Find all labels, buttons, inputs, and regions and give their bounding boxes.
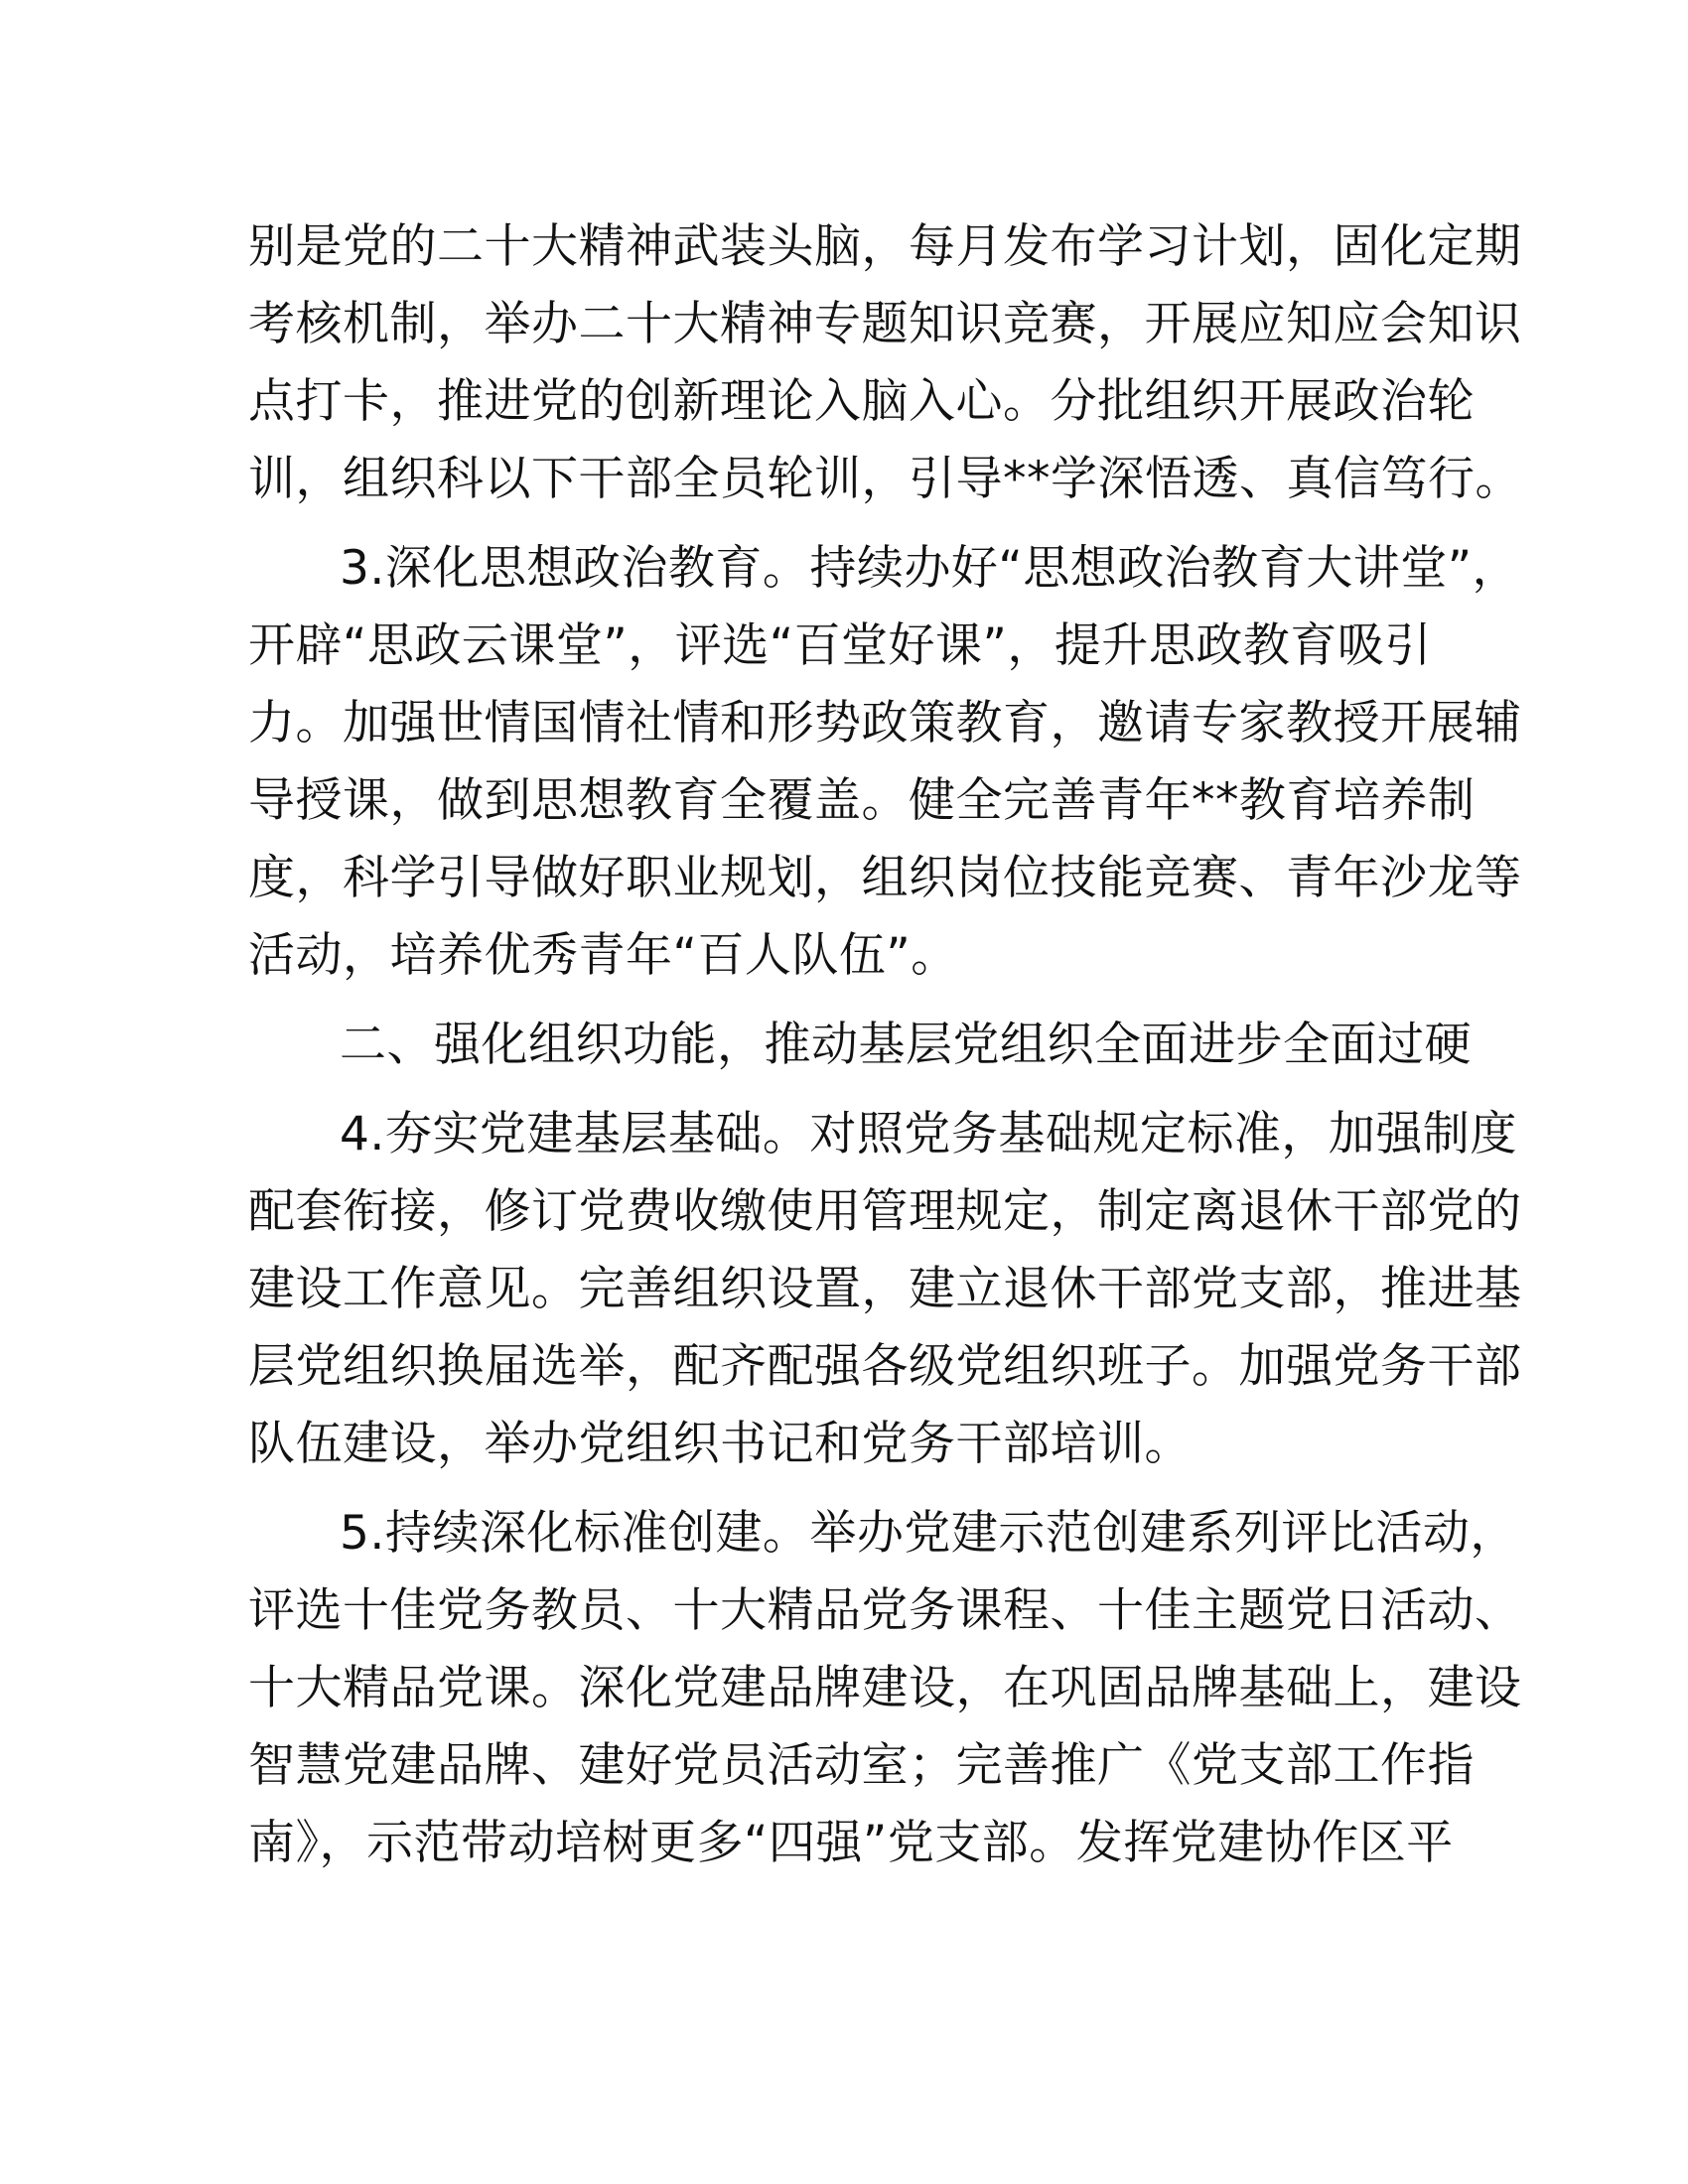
text-line: 导授课，做到思想教育全覆盖。健全完善青年**教育培养制 (248, 773, 1476, 828)
text-line: 建设工作意见。完善组织设置，建立退休干部党支部，推进基 (248, 1262, 1522, 1316)
text-line: 点打卡，推进党的创新理论入脑入心。分批组织开展政治轮 (248, 374, 1475, 429)
document-body (248, 208, 1522, 1882)
text-line: 力。加强世情国情社情和形势政策教育，邀请专家教授开展辅 (248, 696, 1522, 751)
text-line: 别是党的二十大精神武装头脑，每月发布学习计划，固化定期 (248, 219, 1522, 274)
text-line: 智慧党建品牌、建好党员活动室；完善推广《党支部工作指 (248, 1738, 1475, 1793)
text-line: 开辟“思政云课堂”，评选“百堂好课”，提升思政教育吸引 (248, 618, 1432, 673)
paragraph-4-heading-line: 4.夯实党建基层基础。对照党务基础规定标准，加强制度 (340, 1107, 1517, 1161)
text-line: 配套衔接，修订党费收缴使用管理规定，制定离退休干部党的 (248, 1184, 1522, 1239)
text-line: 训，组织科以下干部全员轮训，引导**学深悟透、真信笃行。 (248, 452, 1522, 506)
text-line: 层党组织换届选举，配齐配强各级党组织班子。加强党务干部 (248, 1339, 1522, 1394)
text-line: 活动，培养优秀青年“百人队伍”。 (248, 928, 958, 983)
text-line: 南》，示范带动培树更多“四强”党支部。发挥党建协作区平 (248, 1816, 1454, 1870)
section-heading: 二、强化组织功能，推动基层党组织全面进步全面过硬 (340, 1018, 1472, 1072)
paragraph-5-heading-line: 5.持续深化标准创建。举办党建示范创建系列评比活动， (340, 1506, 1517, 1561)
paragraph-3-heading-line: 3.深化思想政治教育。持续办好“思想政治教育大讲堂”， (340, 541, 1520, 596)
text-line: 考核机制，举办二十大精神专题知识竞赛，开展应知应会知识 (248, 297, 1522, 351)
text-line: 十大精品党课。深化党建品牌建设，在巩固品牌基础上，建设 (248, 1661, 1522, 1715)
text-line: 评选十佳党务教员、十大精品党务课程、十佳主题党日活动、 (248, 1583, 1522, 1638)
text-line: 度，科学引导做好职业规划，组织岗位技能竞赛、青年沙龙等 (248, 851, 1522, 905)
text-line: 队伍建设，举办党组织书记和党务干部培训。 (248, 1417, 1192, 1471)
